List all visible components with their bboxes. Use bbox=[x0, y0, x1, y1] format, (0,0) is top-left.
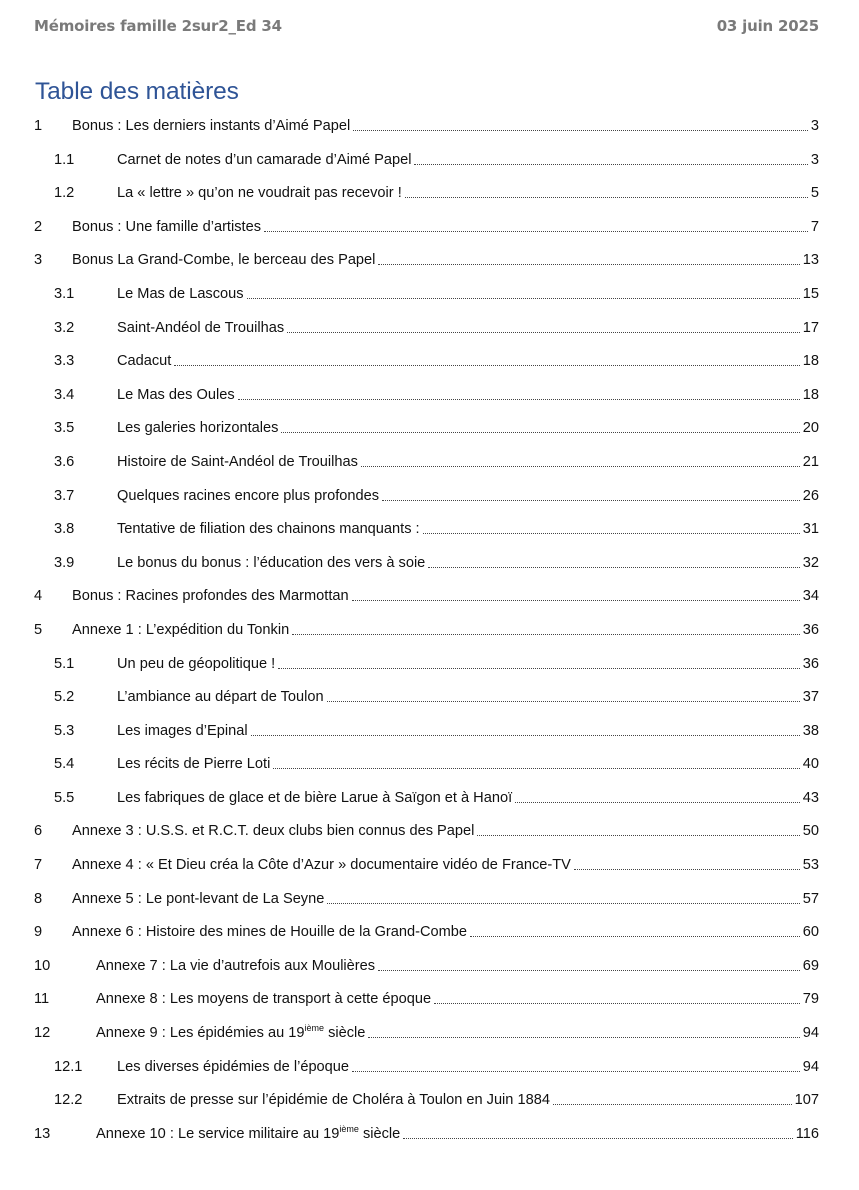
toc-heading: Table des matières bbox=[35, 78, 239, 105]
toc-entry-number: 3.1 bbox=[54, 285, 75, 302]
toc-entry[interactable] bbox=[34, 920, 819, 954]
toc-entry-title[interactable] bbox=[117, 517, 420, 541]
toc-entry-title[interactable] bbox=[117, 383, 235, 407]
toc-entry-title[interactable] bbox=[72, 853, 571, 877]
toc-entry-number: 1.2 bbox=[54, 185, 75, 202]
toc-entry-title-text: Les récits de Pierre Loti bbox=[117, 756, 271, 773]
toc-entry-page: 15 bbox=[802, 285, 819, 302]
page-header bbox=[34, 17, 819, 39]
toc-entry-title-text: Cadacut bbox=[117, 353, 172, 370]
toc-entry-title-text: Bonus La Grand-Combe, le berceau des Papel bbox=[72, 252, 376, 269]
toc-entry-number: 3.2 bbox=[54, 319, 75, 336]
dot-leader bbox=[515, 802, 800, 803]
toc-entry[interactable] bbox=[34, 819, 819, 853]
toc-entry[interactable] bbox=[34, 786, 819, 820]
toc-entry-title[interactable] bbox=[117, 416, 278, 440]
toc-entry-page: 79 bbox=[802, 991, 819, 1008]
dot-leader bbox=[477, 835, 799, 836]
toc-entry-title-text: Bonus : Racines profondes des Marmottan bbox=[72, 588, 349, 605]
toc-entry-page: 18 bbox=[802, 386, 819, 403]
dot-leader bbox=[423, 533, 800, 534]
toc-entry[interactable] bbox=[34, 1122, 819, 1156]
toc-entry-number: 8 bbox=[34, 890, 43, 907]
toc-entry-number: 3.9 bbox=[54, 554, 75, 571]
toc-entry-number: 5.1 bbox=[54, 655, 75, 672]
toc-entry-page: 38 bbox=[802, 722, 819, 739]
toc-entry-number: 4 bbox=[34, 588, 43, 605]
toc-entry-title[interactable] bbox=[96, 1122, 400, 1146]
toc-entry-title-text: Annexe 6 : Histoire des mines de Houille de la Grand-Combe bbox=[72, 924, 468, 941]
toc-entry-title-text: Quelques racines encore plus profondes bbox=[117, 487, 380, 504]
toc-entry[interactable] bbox=[34, 181, 819, 215]
toc-entry-title[interactable] bbox=[117, 181, 402, 205]
toc-entry-title-text: Les diverses épidémies de l’époque bbox=[117, 1058, 350, 1075]
toc-entry-title-text: Tentative de filiation des chainons manquants : bbox=[117, 521, 420, 538]
toc-entry[interactable] bbox=[34, 349, 819, 383]
toc-entry[interactable] bbox=[34, 987, 819, 1021]
toc-entry[interactable] bbox=[34, 551, 819, 585]
toc-entry-title[interactable] bbox=[117, 148, 411, 172]
toc-entry-title[interactable] bbox=[117, 1088, 550, 1112]
toc-entry-superscript: ième bbox=[304, 1023, 325, 1034]
toc-entry-title-suffix: siècle bbox=[324, 1025, 366, 1042]
toc-entry-superscript: ième bbox=[339, 1123, 359, 1134]
toc-entry-number: 6 bbox=[34, 823, 43, 840]
dot-leader bbox=[361, 466, 800, 467]
toc-entry-title-text: Annexe 1 : L’expédition du Tonkin bbox=[72, 621, 290, 638]
document-title: Mémoires famille 2sur2_Ed 34 bbox=[34, 17, 282, 35]
toc-entry-page: 5 bbox=[810, 185, 819, 202]
dot-leader bbox=[378, 264, 799, 265]
dot-leader bbox=[352, 1071, 800, 1072]
toc-entry-number: 3.3 bbox=[54, 353, 75, 370]
dot-leader bbox=[378, 970, 800, 971]
toc-entry-title[interactable] bbox=[96, 954, 375, 978]
toc-entry-page: 60 bbox=[802, 924, 819, 941]
toc-entry-page: 50 bbox=[802, 823, 819, 840]
toc-entry-page: 32 bbox=[802, 554, 819, 571]
dot-leader bbox=[403, 1138, 792, 1139]
toc-entry-number: 5.3 bbox=[54, 722, 75, 739]
toc-entry[interactable] bbox=[34, 484, 819, 518]
toc-entry-number: 5.2 bbox=[54, 689, 75, 706]
toc-entry[interactable] bbox=[34, 685, 819, 719]
toc-entry-title[interactable] bbox=[117, 685, 324, 709]
toc-entry-title-text: Histoire de Saint-Andéol de Trouilhas bbox=[117, 453, 358, 470]
toc-entry-page: 13 bbox=[802, 252, 819, 269]
dot-leader bbox=[574, 869, 800, 870]
toc-entry-title-text: Annexe 7 : La vie d’autrefois aux Moulières bbox=[96, 957, 376, 974]
dot-leader bbox=[247, 298, 800, 299]
toc-entry-title[interactable] bbox=[117, 349, 171, 373]
toc-entry-title-text: Annexe 4 : « Et Dieu créa la Côte d’Azur » documentaire vidéo de France-TV bbox=[72, 857, 571, 874]
toc-entry-page: 37 bbox=[802, 689, 819, 706]
toc-entry-number: 3.4 bbox=[54, 386, 75, 403]
dot-leader bbox=[434, 1003, 800, 1004]
toc-entry-number: 11 bbox=[34, 991, 50, 1008]
toc-entry-page: 34 bbox=[802, 588, 819, 605]
toc-entry[interactable] bbox=[34, 719, 819, 753]
toc-entry-title-text: Le Mas des Oules bbox=[117, 386, 235, 403]
dot-leader bbox=[273, 768, 799, 769]
toc-entry-number: 13 bbox=[34, 1125, 51, 1142]
toc-entry[interactable] bbox=[34, 114, 819, 148]
toc-entry-page: 40 bbox=[802, 756, 819, 773]
toc-entry-title[interactable] bbox=[96, 987, 431, 1011]
toc-entry-title-text: Le Mas de Lascous bbox=[117, 285, 244, 302]
toc-entry-page: 69 bbox=[802, 957, 819, 974]
toc-entry-page: 107 bbox=[794, 1092, 819, 1109]
toc-entry[interactable] bbox=[34, 383, 819, 417]
dot-leader bbox=[281, 432, 799, 433]
toc-entry-title-text: Annexe 5 : Le pont-levant de La Seyne bbox=[72, 890, 325, 907]
toc-entry-number: 3.5 bbox=[54, 420, 75, 437]
toc-entry[interactable] bbox=[34, 1055, 819, 1089]
toc-entry-number: 1.1 bbox=[54, 151, 75, 168]
toc-entry-title-text: Extraits de presse sur l’épidémie de Choléra à Toulon en Juin 1884 bbox=[117, 1092, 550, 1109]
toc-entry-title-text: Annexe 8 : Les moyens de transport à cette époque bbox=[96, 991, 432, 1008]
toc-entry-page: 36 bbox=[802, 621, 819, 638]
toc-entry[interactable] bbox=[34, 584, 819, 618]
toc-entry-number: 10 bbox=[34, 957, 51, 974]
toc-entry[interactable] bbox=[34, 517, 819, 551]
toc-entry-title[interactable] bbox=[72, 114, 350, 138]
toc-entry-title-text: Carnet de notes d’un camarade d’Aimé Papel bbox=[117, 151, 412, 168]
toc-entry-number: 3.8 bbox=[54, 521, 75, 538]
toc-entry-number: 5 bbox=[34, 621, 43, 638]
dot-leader bbox=[553, 1104, 792, 1105]
toc-entry[interactable] bbox=[34, 887, 819, 921]
dot-leader bbox=[368, 1037, 799, 1038]
toc-entry[interactable] bbox=[34, 282, 819, 316]
toc-entry-number: 9 bbox=[34, 924, 43, 941]
toc-entry-page: 7 bbox=[810, 218, 819, 235]
toc-entry-page: 21 bbox=[802, 453, 819, 470]
toc-entry-title-text: Annexe 10 : Le service militaire au 19 bbox=[96, 1125, 340, 1142]
toc-entry-title[interactable] bbox=[72, 618, 289, 642]
toc-entry[interactable] bbox=[34, 618, 819, 652]
toc-entry-title[interactable] bbox=[117, 551, 425, 575]
toc-entry-page: 43 bbox=[802, 789, 819, 806]
dot-leader bbox=[428, 567, 799, 568]
toc-entry[interactable] bbox=[34, 652, 819, 686]
dot-leader bbox=[352, 600, 800, 601]
toc-entry-title[interactable] bbox=[72, 887, 324, 911]
toc-entry-page: 17 bbox=[802, 319, 819, 336]
toc-entry-page: 26 bbox=[802, 487, 819, 504]
dot-leader bbox=[278, 668, 800, 669]
dot-leader bbox=[327, 701, 800, 702]
toc-entry-title-text: La « lettre » qu’on ne voudrait pas recevoir ! bbox=[117, 185, 402, 202]
toc-entry-page: 57 bbox=[802, 890, 819, 907]
toc-entry[interactable] bbox=[34, 148, 819, 182]
toc-entry[interactable] bbox=[34, 1021, 819, 1055]
toc-entry-title[interactable] bbox=[117, 282, 244, 306]
toc-entry[interactable] bbox=[34, 853, 819, 887]
toc-entry-title-text: Les images d’Epinal bbox=[117, 722, 248, 739]
toc-entry-title[interactable] bbox=[72, 248, 375, 272]
toc-entry-title[interactable] bbox=[117, 1055, 349, 1079]
toc-entry-number: 12.2 bbox=[54, 1092, 83, 1109]
dot-leader bbox=[174, 365, 799, 366]
toc-entry-number: 12.1 bbox=[54, 1058, 83, 1075]
toc-entry-title-text: Bonus : Les derniers instants d’Aimé Papel bbox=[72, 118, 351, 134]
toc-entry-title-text: Les galeries horizontales bbox=[117, 420, 279, 437]
toc-entry[interactable] bbox=[34, 316, 819, 350]
toc-entry[interactable] bbox=[34, 450, 819, 484]
toc-entry-title[interactable] bbox=[117, 786, 512, 810]
toc-entry[interactable] bbox=[34, 248, 819, 282]
toc-entry[interactable] bbox=[34, 954, 819, 988]
toc-entry-title[interactable] bbox=[117, 652, 275, 676]
dot-leader bbox=[405, 197, 808, 198]
toc-entry-title[interactable] bbox=[72, 819, 474, 843]
dot-leader bbox=[327, 903, 799, 904]
dot-leader bbox=[292, 634, 800, 635]
toc-entry-number: 7 bbox=[34, 857, 43, 874]
toc-entry-number: 3 bbox=[34, 252, 43, 269]
toc-entry-title[interactable] bbox=[117, 484, 379, 508]
toc-entry-page: 116 bbox=[795, 1125, 819, 1142]
toc-entry-page: 36 bbox=[802, 655, 819, 672]
toc-entry-page: 94 bbox=[802, 1025, 819, 1042]
toc-entry-title-text: Un peu de géopolitique ! bbox=[117, 655, 276, 672]
toc-entry-title-text: L’ambiance au départ de Toulon bbox=[117, 689, 324, 706]
toc-entry-title[interactable] bbox=[72, 584, 349, 608]
toc-entry-page: 94 bbox=[802, 1058, 819, 1075]
toc-entry-title-text: Le bonus du bonus : l’éducation des vers à soie bbox=[117, 554, 426, 571]
toc-entry-page: 31 bbox=[802, 521, 819, 538]
toc-entry-title-text: Les fabriques de glace et de bière Larue à Saïgon et à Hanoï bbox=[117, 789, 513, 806]
toc-entry-title-text: Saint-Andéol de Trouilhas bbox=[117, 319, 285, 336]
dot-leader bbox=[238, 399, 800, 400]
toc-entry-number: 5.4 bbox=[54, 756, 75, 773]
toc-entry-page: 18 bbox=[802, 353, 819, 370]
dot-leader bbox=[251, 735, 800, 736]
document-date: 03 juin 2025 bbox=[716, 17, 819, 35]
toc-entry-page: 3 bbox=[810, 118, 819, 134]
toc-entry[interactable] bbox=[34, 752, 819, 786]
dot-leader bbox=[414, 164, 807, 165]
toc-entry-title-suffix: siècle bbox=[358, 1125, 401, 1142]
toc-entry-title[interactable] bbox=[72, 215, 261, 239]
toc-entry-title-text: Annexe 9 : Les épidémies au 19 bbox=[96, 1025, 305, 1042]
toc-entry-number: 2 bbox=[34, 218, 43, 235]
dot-leader bbox=[470, 936, 800, 937]
toc-entry[interactable] bbox=[34, 416, 819, 450]
toc-entry-title[interactable] bbox=[72, 920, 467, 944]
toc-entry-title-text: Bonus : Une famille d’artistes bbox=[72, 218, 261, 235]
toc-entry-number: 12 bbox=[34, 1025, 51, 1042]
toc-entry-title[interactable] bbox=[117, 316, 284, 340]
toc-entry-number: 5.5 bbox=[54, 789, 75, 806]
toc-entry-number: 3.7 bbox=[54, 487, 75, 504]
toc-entry-number: 1 bbox=[34, 118, 43, 134]
toc-entry-title[interactable] bbox=[117, 752, 270, 776]
toc-entry-number: 3.6 bbox=[54, 453, 75, 470]
toc-entry[interactable] bbox=[34, 1088, 819, 1122]
dot-leader bbox=[382, 500, 800, 501]
dot-leader bbox=[353, 130, 808, 131]
toc-entry-page: 53 bbox=[802, 857, 819, 874]
toc-entry-title[interactable] bbox=[117, 450, 358, 474]
toc-entry-title[interactable] bbox=[117, 719, 248, 743]
table-of-contents bbox=[34, 114, 819, 1155]
toc-entry-title-text: Annexe 3 : U.S.S. et R.C.T. deux clubs bien connus des Papel bbox=[72, 823, 475, 840]
toc-entry-page: 3 bbox=[810, 151, 819, 168]
dot-leader bbox=[287, 332, 800, 333]
dot-leader bbox=[264, 231, 808, 232]
toc-entry-title[interactable] bbox=[96, 1021, 365, 1045]
toc-entry[interactable] bbox=[34, 215, 819, 249]
toc-entry-page: 20 bbox=[802, 420, 819, 437]
